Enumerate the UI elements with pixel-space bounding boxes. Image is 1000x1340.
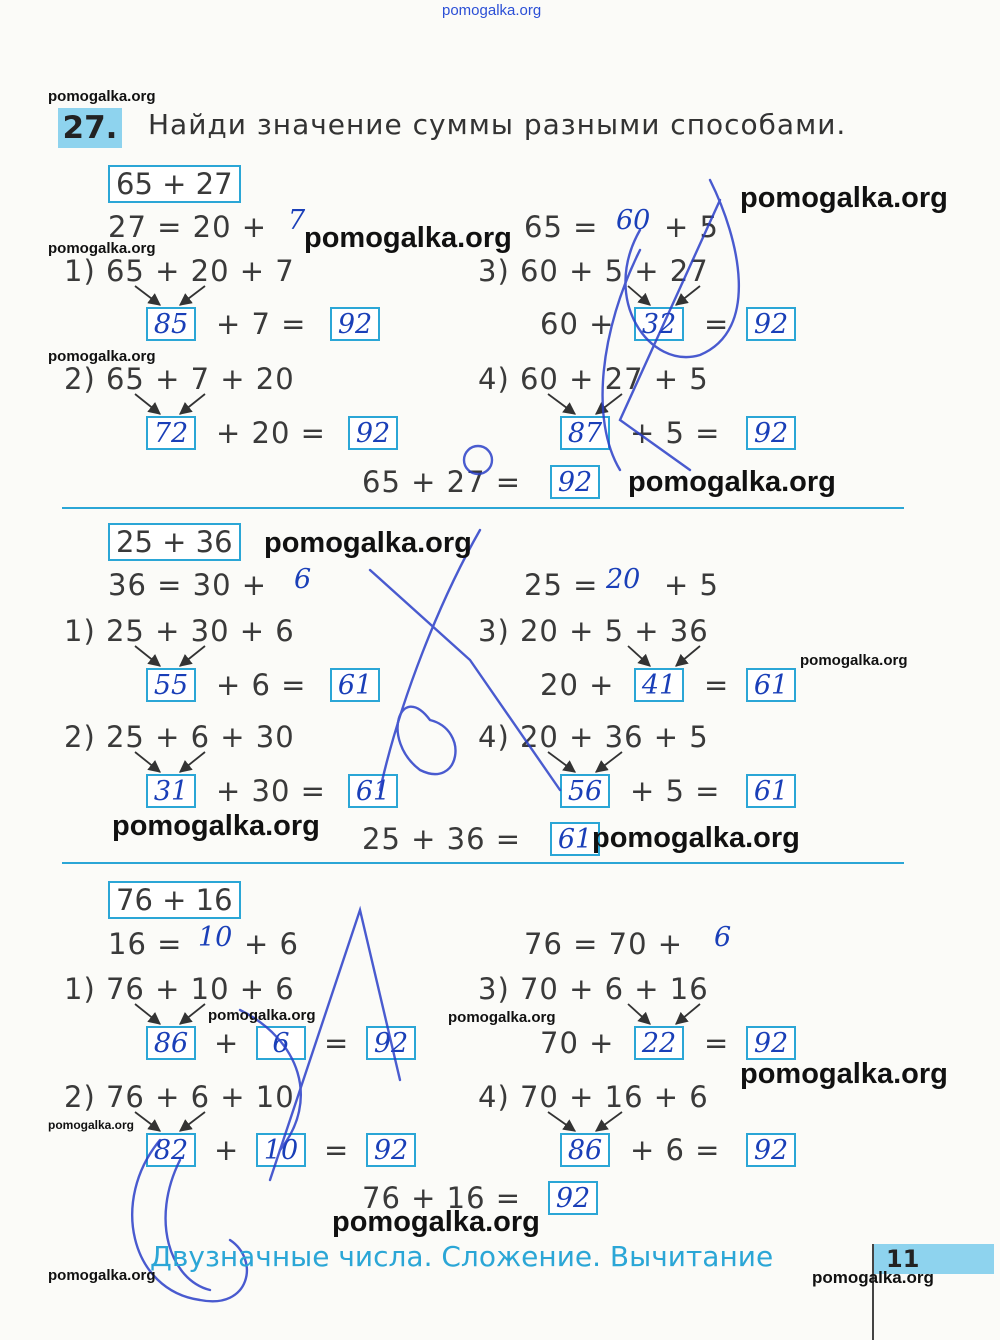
block2-expression: 25 + 36 (108, 523, 241, 561)
block2-decomp-right-suffix: + 5 (664, 568, 719, 602)
block2-final-result: 61 (550, 822, 600, 856)
block3-decomp-left-suffix: + 6 (244, 927, 299, 961)
block3-way3-lead: 70 + (540, 1026, 615, 1060)
watermark: pomogalka.org (812, 1268, 934, 1287)
block1-way2-box: 72 (146, 416, 196, 450)
block1-decomp-left: 27 = 20 + (108, 210, 268, 244)
block3-way2: 2) 76 + 6 + 10 (64, 1080, 295, 1114)
task-number: 27. (58, 108, 122, 148)
block1-way1-box: 85 (146, 307, 196, 341)
watermark: pomogalka.org (48, 240, 156, 257)
page-number-line (872, 1244, 874, 1340)
watermark: pomogalka.org (332, 1206, 540, 1238)
block2-way1-box: 55 (146, 668, 196, 702)
block2-way3-eq: = (704, 668, 730, 702)
block1-final-result: 92 (550, 465, 600, 499)
block2-way1-rest: + 6 = (216, 668, 307, 702)
block1-expression: 65 + 27 (108, 165, 241, 203)
block2-way2-box: 31 (146, 774, 196, 808)
watermark: pomogalka.org (48, 348, 156, 365)
block3-way3-box: 22 (634, 1026, 684, 1060)
block2-decomp-right: 25 = (524, 568, 599, 602)
block3-way1-result: 92 (366, 1026, 416, 1060)
watermark: pomogalka.org (112, 810, 320, 842)
block1-way1: 1) 65 + 20 + 7 (64, 254, 295, 288)
block3-decomp-right: 76 = 70 + (524, 927, 684, 961)
watermark: pomogalka.org (740, 1058, 948, 1090)
block1-way1-rest: + 7 = (216, 307, 307, 341)
watermark: pomogalka.org (208, 1007, 316, 1024)
block2-decomp-left-value: 6 (294, 564, 312, 595)
block2-way2: 2) 25 + 6 + 30 (64, 720, 295, 754)
block3-decomp-left-value: 10 (198, 922, 233, 953)
watermark: pomogalka.org (800, 652, 908, 669)
block1-final: 65 + 27 = (362, 465, 522, 499)
block1-decomp-right-value: 60 (616, 205, 651, 236)
block1-decomp-right: 65 = (524, 210, 599, 244)
block3-decomp-right-value: 6 (714, 922, 732, 953)
block1-decomp-left-value: 7 (288, 205, 306, 236)
block1-way3-box: 32 (634, 307, 684, 341)
block2-way1: 1) 25 + 30 + 6 (64, 614, 295, 648)
block1-way3-result: 92 (746, 307, 796, 341)
block3-way2-box: 82 (146, 1133, 196, 1167)
watermark: pomogalka.org (48, 1118, 135, 1132)
page-number: 11 (872, 1244, 994, 1274)
watermark: pomogalka.org (48, 88, 156, 105)
block1-way2-result: 92 (348, 416, 398, 450)
watermark: pomogalka.org (48, 1267, 156, 1284)
watermark: pomogalka.org (264, 527, 472, 559)
block3-way3-result: 92 (746, 1026, 796, 1060)
block3-way4-box: 86 (560, 1133, 610, 1167)
block3-way1: 1) 76 + 10 + 6 (64, 972, 295, 1006)
block3-way3: 3) 70 + 6 + 16 (478, 972, 709, 1006)
block1-way3-eq: = (704, 307, 730, 341)
site-header: pomogalka.org (442, 2, 542, 19)
block3-way4-result: 92 (746, 1133, 796, 1167)
block2-way3-result: 61 (746, 668, 796, 702)
block3-way1-box2: 6 (256, 1026, 306, 1060)
block3-way4: 4) 70 + 16 + 6 (478, 1080, 709, 1114)
block1-way2: 2) 65 + 7 + 20 (64, 362, 295, 396)
block3-way1-eq: = (324, 1026, 350, 1060)
block1-way4-rest: + 5 = (630, 416, 721, 450)
block2-decomp-right-value: 20 (606, 564, 641, 595)
block3-way4-rest: + 6 = (630, 1133, 721, 1167)
block3-way2-box2: 10 (256, 1133, 306, 1167)
watermark: pomogalka.org (304, 222, 512, 254)
block2-way2-result: 61 (348, 774, 398, 808)
block1-way1-result: 92 (330, 307, 380, 341)
block1-way4: 4) 60 + 27 + 5 (478, 362, 709, 396)
block3-way2-eq: = (324, 1133, 350, 1167)
block1-way2-rest: + 20 = (216, 416, 326, 450)
block3-expression: 76 + 16 (108, 881, 241, 919)
block2-way4-box: 56 (560, 774, 610, 808)
block2-way3-lead: 20 + (540, 668, 615, 702)
block3-way2-result: 92 (366, 1133, 416, 1167)
block3-final-result: 92 (548, 1181, 598, 1215)
block3-way3-eq: = (704, 1026, 730, 1060)
block2-decomp-left: 36 = 30 + (108, 568, 268, 602)
block2-way4-result: 61 (746, 774, 796, 808)
block1-way3-lead: 60 + (540, 307, 615, 341)
block2-way3: 3) 20 + 5 + 36 (478, 614, 709, 648)
block3-way2-plus: + (214, 1133, 240, 1167)
watermark: pomogalka.org (448, 1009, 556, 1026)
watermark: pomogalka.org (592, 822, 800, 854)
block1-way4-result: 92 (746, 416, 796, 450)
block2-way1-result: 61 (330, 668, 380, 702)
section-footer: Двузначные числа. Сложение. Вычитание (150, 1240, 774, 1273)
block2-way3-box: 41 (634, 668, 684, 702)
block3-way1-box: 86 (146, 1026, 196, 1060)
block2-final: 25 + 36 = (362, 822, 522, 856)
block3-final: 76 + 16 = (362, 1181, 522, 1215)
block1-way4-box: 87 (560, 416, 610, 450)
watermark: pomogalka.org (628, 466, 836, 498)
block2-way2-rest: + 30 = (216, 774, 326, 808)
block3-way1-plus: + (214, 1026, 240, 1060)
block3-decomp-left: 16 = (108, 927, 183, 961)
block1-way3: 3) 60 + 5 + 27 (478, 254, 709, 288)
block2-way4-rest: + 5 = (630, 774, 721, 808)
block2-way4: 4) 20 + 36 + 5 (478, 720, 709, 754)
block1-decomp-right-suffix: + 5 (664, 210, 719, 244)
task-title: Найди значение суммы разными способами. (148, 108, 847, 141)
watermark: pomogalka.org (740, 182, 948, 214)
